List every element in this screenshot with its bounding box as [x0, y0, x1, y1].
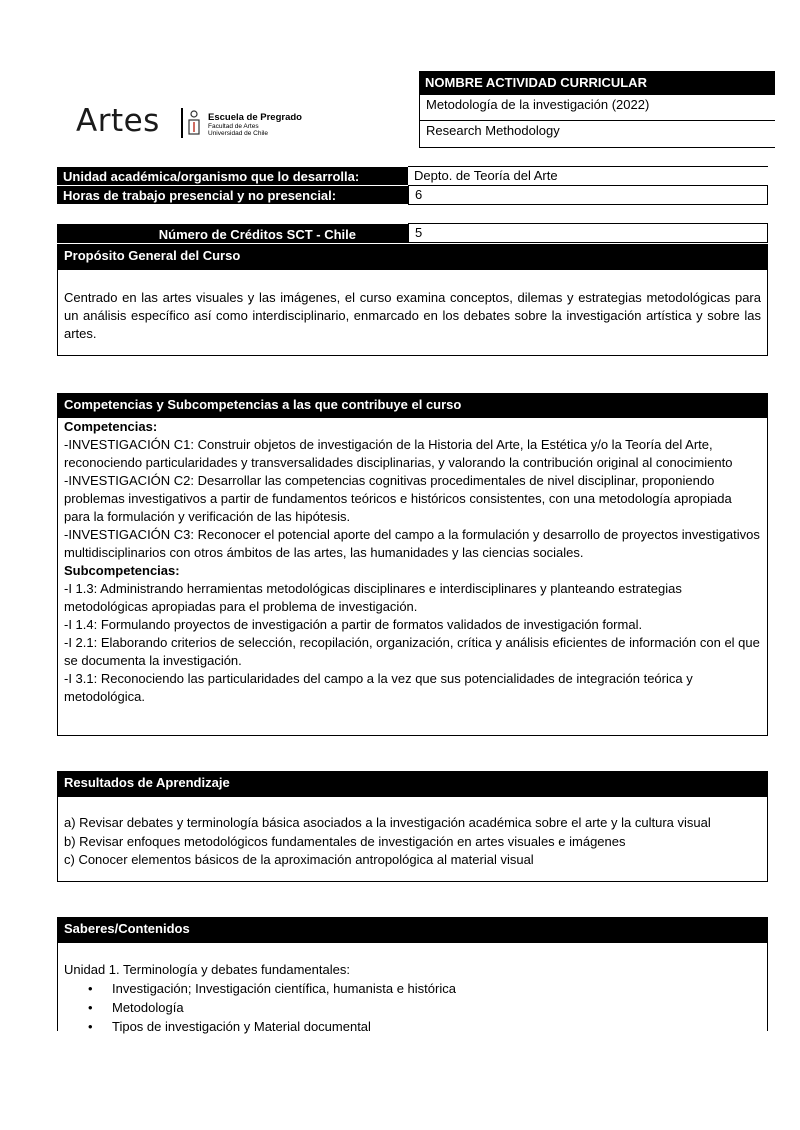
activity-header: NOMBRE ACTIVIDAD CURRICULAR: [419, 71, 775, 95]
purpose-header: Propósito General del Curso: [58, 245, 767, 270]
credits-value: 5: [408, 223, 768, 243]
activity-name-es-row: [419, 95, 775, 121]
purpose-section: [57, 244, 768, 356]
contents-bullet: • Tipos de investigación y Material documental: [112, 1017, 761, 1036]
competencies-header: Competencias y Subcompetencias a las que contribuye el curso: [58, 394, 767, 418]
subcompetency-item: -I 1.4: Formulando proyectos de investigación a partir de formatos validados de investigación formal.: [64, 617, 643, 632]
logo-university: Universidad de Chile: [208, 130, 268, 137]
activity-name-en-row: [419, 121, 775, 148]
contents-header: Saberes/Contenidos: [58, 918, 767, 943]
learning-item: a) Revisar debates y terminología básica asociados a la investigación académica sobre el arte y la cultura visual: [64, 815, 711, 830]
competency-item: -INVESTIGACIÓN C2: Desarrollar las competencias cognitivas procedimentales de nivel disciplinar, proponiendo problemas investigativos a partir de fundamentos teóricos e históricos consistentes, con una metodología apropiada para la formulación y verificación de las hipótesis.: [64, 473, 732, 524]
logo-school: Escuela de Pregrado: [208, 112, 302, 123]
activity-name-es: Metodología de la investigación (2022): [426, 97, 650, 112]
unit-value: Depto. de Teoría del Arte: [408, 166, 768, 185]
logo-divider: [181, 108, 183, 138]
learning-item: b) Revisar enfoques metodológicos fundamentales de investigación en artes visuales e imágenes: [64, 833, 626, 849]
subcompetency-item: -I 2.1: Elaborando criterios de selección, recopilación, organización, crítica y análisis eficientes de información con el que se documenta la investigación.: [64, 635, 760, 668]
hours-label: Horas de trabajo presencial y no presencial:: [57, 186, 408, 204]
logo-faculty: Facultad de Artes: [208, 123, 259, 130]
logo: [76, 100, 316, 142]
learning-item: c) Conocer elementos básicos de la aproximación antropológica al material visual: [64, 852, 534, 867]
contents-body: [58, 943, 767, 1036]
subcompetencies-title: Subcompetencias:: [64, 563, 180, 578]
hours-value: 6: [408, 185, 768, 205]
learning-section: [57, 771, 768, 882]
competencies-body: [58, 418, 767, 706]
competencies-title: Competencias:: [64, 419, 158, 434]
contents-bullet: • Metodología: [112, 998, 761, 1017]
learning-header: Resultados de Aprendizaje: [58, 772, 767, 797]
contents-bullet: • Investigación; Investigación científica, humanista e histórica: [112, 979, 761, 998]
contents-unit-title: Unidad 1. Terminología y debates fundamentales:: [64, 962, 350, 977]
activity-name-en: Research Methodology: [426, 123, 560, 138]
logo-caption: [208, 113, 328, 137]
credits-label: Número de Créditos SCT - Chile: [57, 224, 408, 243]
learning-body: [58, 797, 767, 870]
subcompetency-item: -I 3.1: Reconociendo las particularidades del campo a la vez que sus potencialidades de integración teórica y metodológica.: [64, 671, 693, 704]
logo-brand: Artes: [76, 103, 160, 139]
contents-list: [64, 979, 761, 1036]
purpose-text: Centrado en las artes visuales y las imágenes, el curso examina conceptos, dilemas y estrategias metodológicas para un análisis específico así como interdisciplinario, enmarcado en los debates sobre la investigación artística y sobre las artes.: [64, 290, 761, 341]
competency-item: -INVESTIGACIÓN C3: Reconocer el potencial aporte del campo a la formulación y desarrollo de proyectos investigativos multidisciplinarios con otros ámbitos de las artes, las humanidades y las ciencias sociales.: [64, 527, 760, 560]
subcompetency-item: -I 1.3: Administrando herramientas metodológicas disciplinares e interdisciplinares y planteando estrategias metodológicas apropiadas para el problema de investigación.: [64, 581, 682, 614]
competency-item: -INVESTIGACIÓN C1: Construir objetos de investigación de la Historia del Arte, la Estética y/o la Teoría del Arte, reconociendo particularidades y transversalidades disciplinarias, y valorando la contribución original al conocimiento: [64, 437, 733, 470]
unit-label: Unidad académica/organismo que lo desarrolla:: [57, 167, 408, 185]
competencies-section: [57, 393, 768, 736]
crest-icon: [187, 108, 201, 138]
contents-section: [57, 917, 768, 1034]
